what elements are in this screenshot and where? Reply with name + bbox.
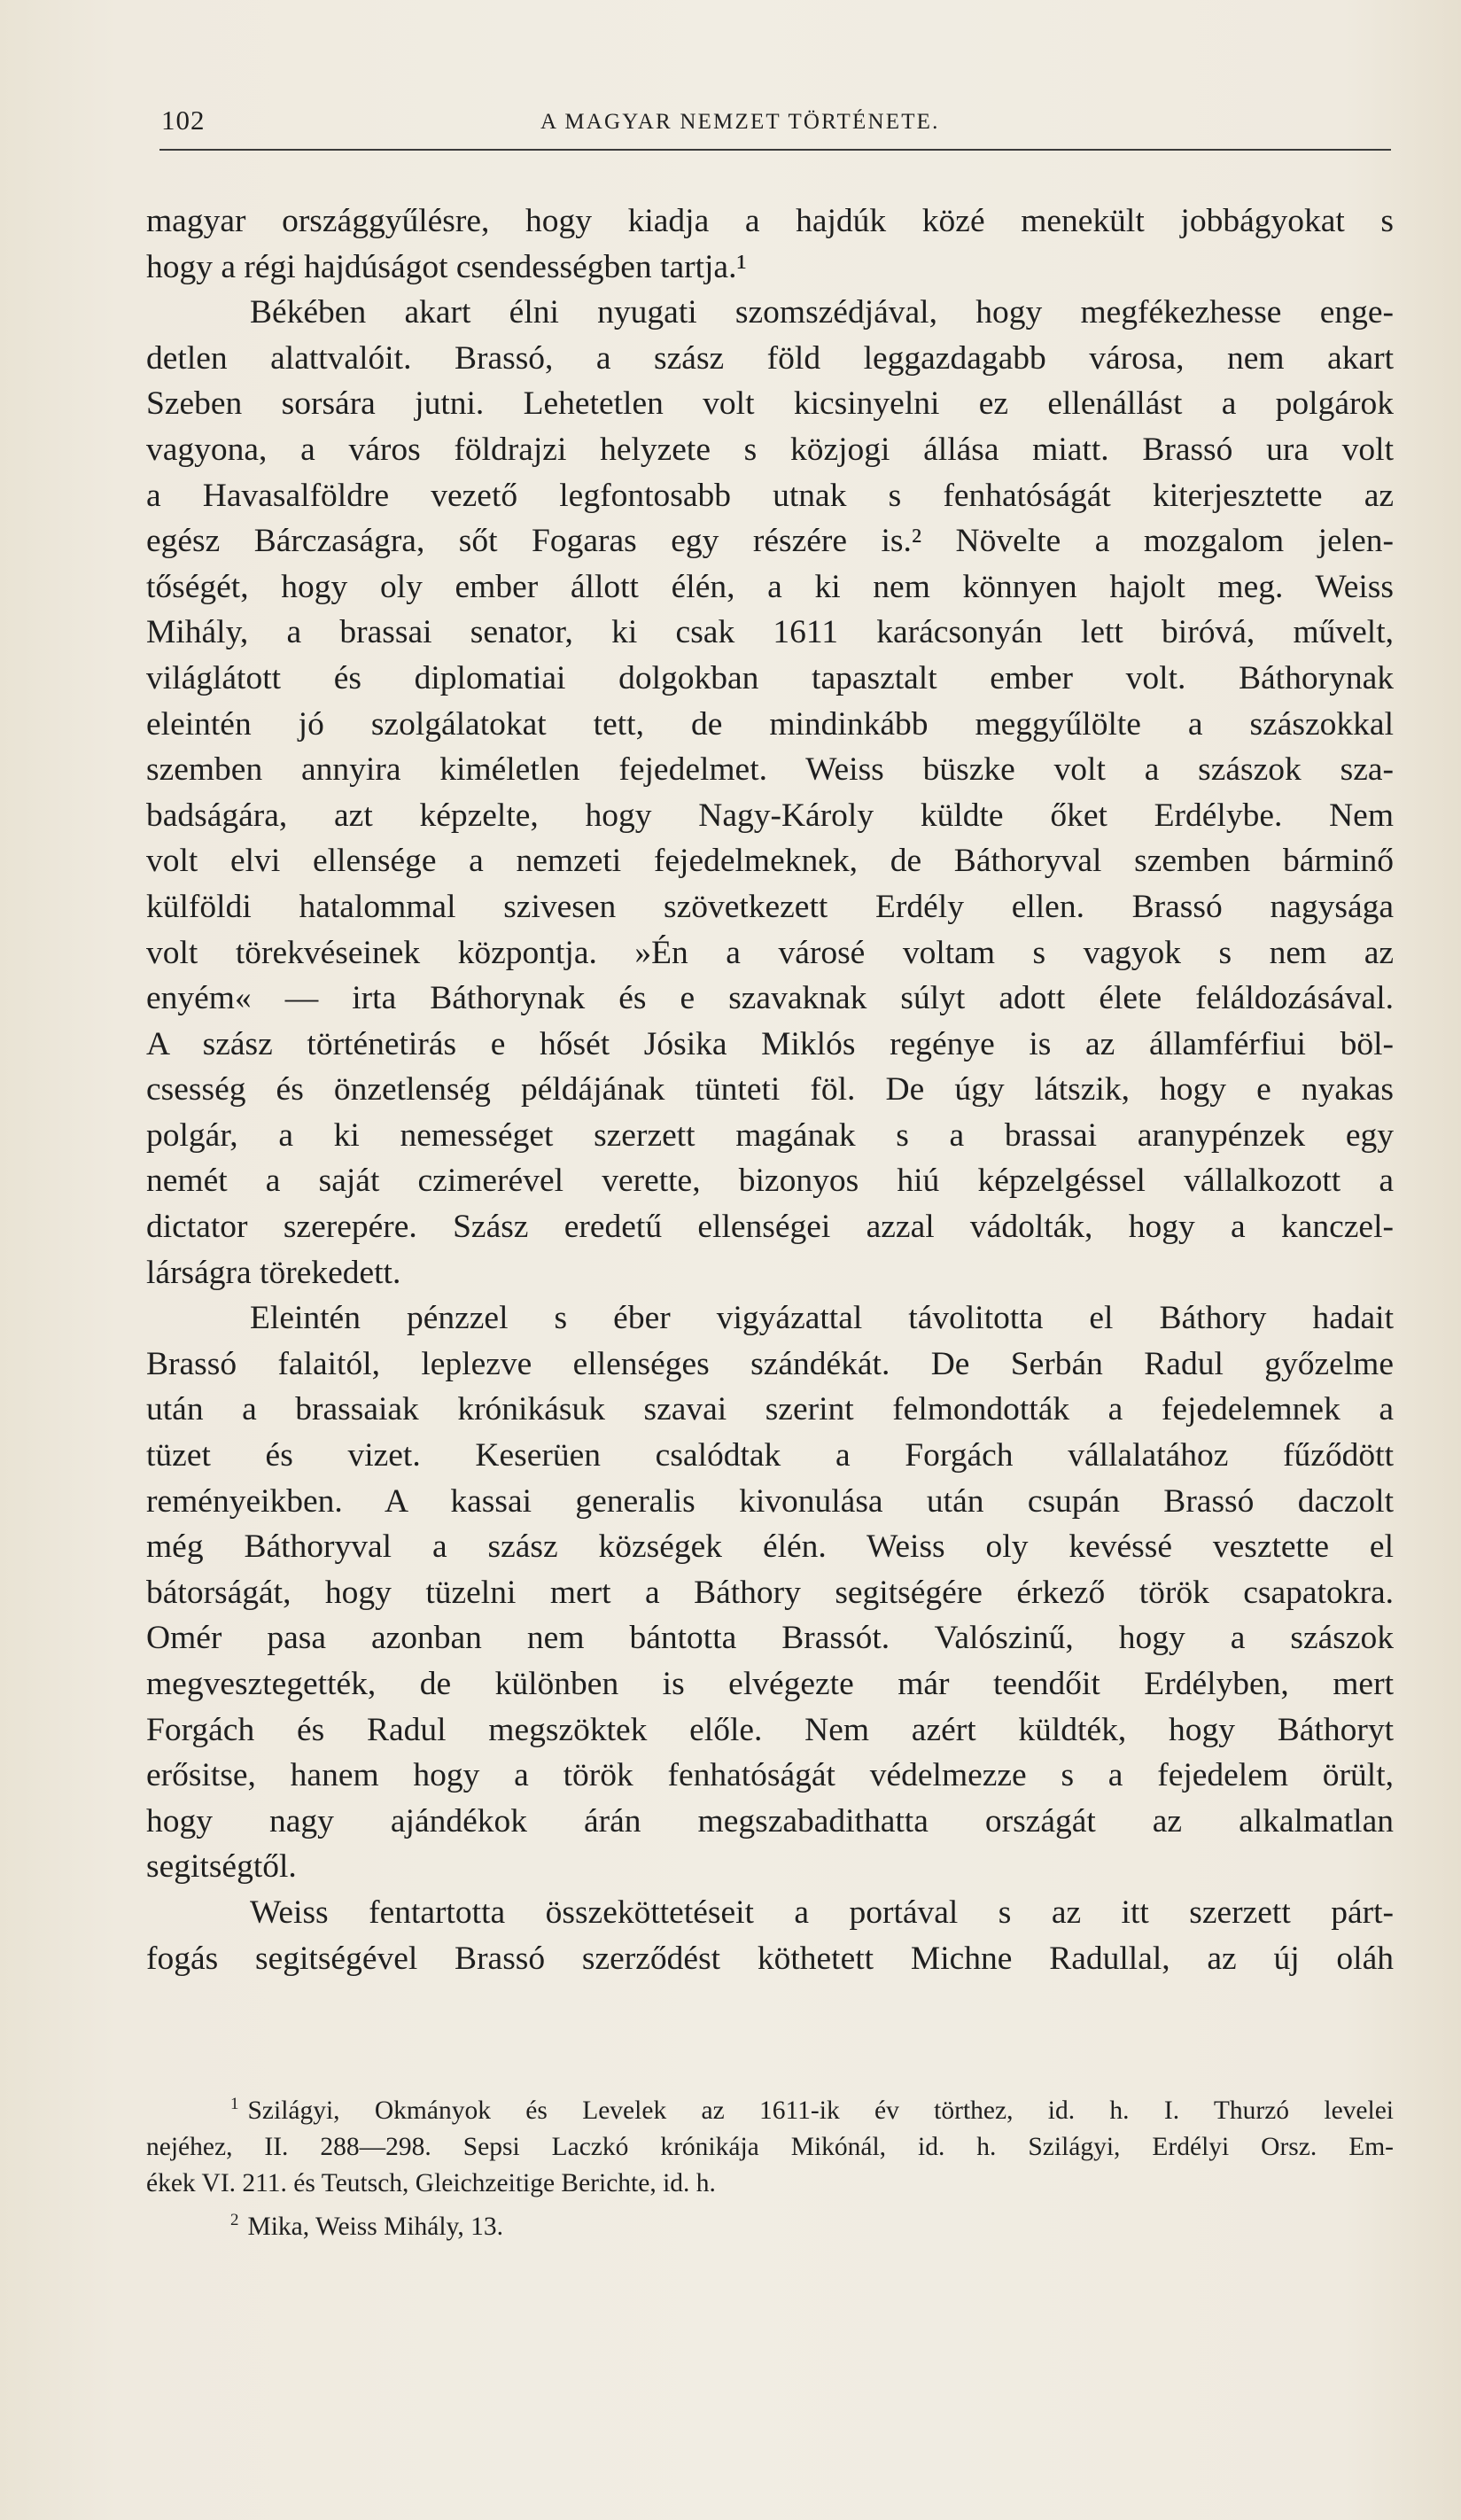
text-line: Forgách és Radul megszöktek előle. Nem azért küldték, hogy Báthoryt (146, 1711, 1394, 1748)
text-line: volt törekvéseinek központja. »Én a városé voltam s vagyok s nem az (146, 934, 1394, 971)
text-line: Békében akart élni nyugati szomszédjával, hogy megfékezhesse enge- (250, 294, 1394, 331)
text-line: tüzet és vizet. Keserüen csalódtak a Forgách vállalatához fűződött (146, 1437, 1394, 1474)
footnote-1-line: ékek VI. 211. és Teutsch, Gleichzeitige Berichte, id. h. (146, 2168, 716, 2197)
footnote-marker: 2 (230, 2210, 239, 2229)
text-line: lárságra törekedett. (146, 1254, 401, 1291)
text-line: polgár, a ki nemességet szerzett magának s a brassai aranypénzek egy (146, 1116, 1394, 1154)
footnote-1-line (146, 2086, 1394, 2129)
footnote-2-line (146, 2202, 1394, 2245)
text-line: után a brassaiak krónikásuk szavai szerint felmondották a fejedelemnek a (146, 1391, 1394, 1428)
text-line: megvesztegették, de különben is elvégezte már teendőit Erdélyben, mert (146, 1666, 1394, 1702)
page-header (159, 99, 1391, 151)
text-line: enyém« — irta Báthorynak és e szavaknak súlyt adott élete feláldozásával. (146, 980, 1394, 1017)
text-line: detlen alattvalóit. Brassó, a szász föld leggazdagabb városa, nem akart (146, 339, 1394, 377)
text-line: vagyona, a város földrajzi helyzete s közjogi állása miatt. Brassó ura volt (146, 431, 1394, 468)
text-line: még Báthoryval a szász községek élén. Weiss oly kevéssé vesztette el (146, 1528, 1394, 1566)
body-text (146, 198, 1394, 1981)
footnote-text: Szilágyi, Okmányok és Levelek az 1611-ik év törthez, id. h. I. Thurzó levelei (247, 2096, 1394, 2125)
text-line: Mihály, a brassai senator, ki csak 1611 karácsonyán lett biróvá, művelt, (146, 614, 1394, 651)
footnote-text: Mika, Weiss Mihály, 13. (247, 2212, 504, 2241)
text-line: hogy a régi hajdúságot csendességben tartja.¹ (146, 248, 747, 285)
text-line: A szász történetirás e hősét Jósika Miklós regénye is az államférfiui böl- (146, 1025, 1394, 1062)
text-line: csesség és önzetlenség példájának tünteti föl. De úgy látszik, hogy e nyakas (146, 1071, 1394, 1108)
text-line: Brassó falaitól, leplezve ellenséges szándékát. De Serbán Radul győzelme (146, 1345, 1394, 1382)
text-line: világlátott és diplomatiai dolgokban tapasztalt ember volt. Báthorynak (146, 659, 1394, 696)
text-line: magyar országgyűlésre, hogy kiadja a hajdúk közé menekült jobbágyokat s (146, 203, 1394, 239)
footnote-1-line: nejéhez, II. 288—298. Sepsi Laczkó krónikája Mikónál, id. h. Szilágyi, Erdélyi Orsz. Em- (146, 2132, 1394, 2161)
text-line: Szeben sorsára jutni. Lehetetlen volt kicsinyelni ez ellenállást a polgárok (146, 385, 1394, 423)
footnote-marker: 1 (230, 2095, 239, 2113)
text-line: bátorságát, hogy tüzelni mert a Báthory segitségére érkező török csapatokra. (146, 1574, 1394, 1611)
text-line: fogás segitségével Brassó szerződést köthetett Michne Radullal, az új oláh (146, 1940, 1394, 1977)
text-line: tőségét, hogy oly ember állott élén, a ki nem könnyen hajolt meg. Weiss (146, 568, 1394, 605)
text-line: Eleintén pénzzel s éber vigyázattal távolitotta el Báthory hadait (250, 1300, 1394, 1337)
text-line: erősitse, hanem hogy a török fenhatóságát védelmezze s a fejedelem örült, (146, 1757, 1394, 1794)
text-line: külföldi hatalommal szivesen szövetkezett Erdély ellen. Brassó nagysága (146, 888, 1394, 925)
text-line: segitségtől. (146, 1848, 297, 1886)
text-line: volt elvi ellensége a nemzeti fejedelmeknek, de Báthoryval szemben bárminő (146, 843, 1394, 880)
text-line: eleintén jó szolgálatokat tett, de mindinkább meggyűlölte a szászokkal (146, 705, 1394, 743)
text-line: egész Bárczaságra, sőt Fogaras egy részére is.² Növelte a mozgalom jelen- (146, 523, 1394, 560)
text-line: Omér pasa azonban nem bántotta Brassót. Valószinű, hogy a szászok (146, 1620, 1394, 1657)
footnotes (146, 2086, 1394, 2245)
text-line: badságára, azt képzelte, hogy Nagy-Károly küldte őket Erdélybe. Nem (146, 797, 1394, 834)
text-line: a Havasalföldre vezető legfontosabb utnak s fenhatóságát kiterjesztette az (146, 477, 1394, 514)
running-head: A MAGYAR NEMZET TÖRTÉNETE. (540, 110, 940, 134)
text-line: nemét a saját czimerével verette, bizonyos hiú képzelgéssel vállalkozott a (146, 1163, 1394, 1200)
text-line: szemben annyira kiméletlen fejedelmet. Weiss büszke volt a szászok sza- (146, 751, 1394, 789)
page-number: 102 (161, 105, 206, 136)
text-line: hogy nagy ajándékok árán megszabadithatta országát az alkalmatlan (146, 1802, 1394, 1839)
text-line: dictator szerepére. Szász eredetű ellenségei azzal vádolták, hogy a kanczel- (146, 1209, 1394, 1246)
text-line: Weiss fentartotta összeköttetéseit a portával s az itt szerzett párt- (250, 1894, 1394, 1931)
text-line: reményeikben. A kassai generalis kivonulása után csupán Brassó daczolt (146, 1482, 1394, 1520)
